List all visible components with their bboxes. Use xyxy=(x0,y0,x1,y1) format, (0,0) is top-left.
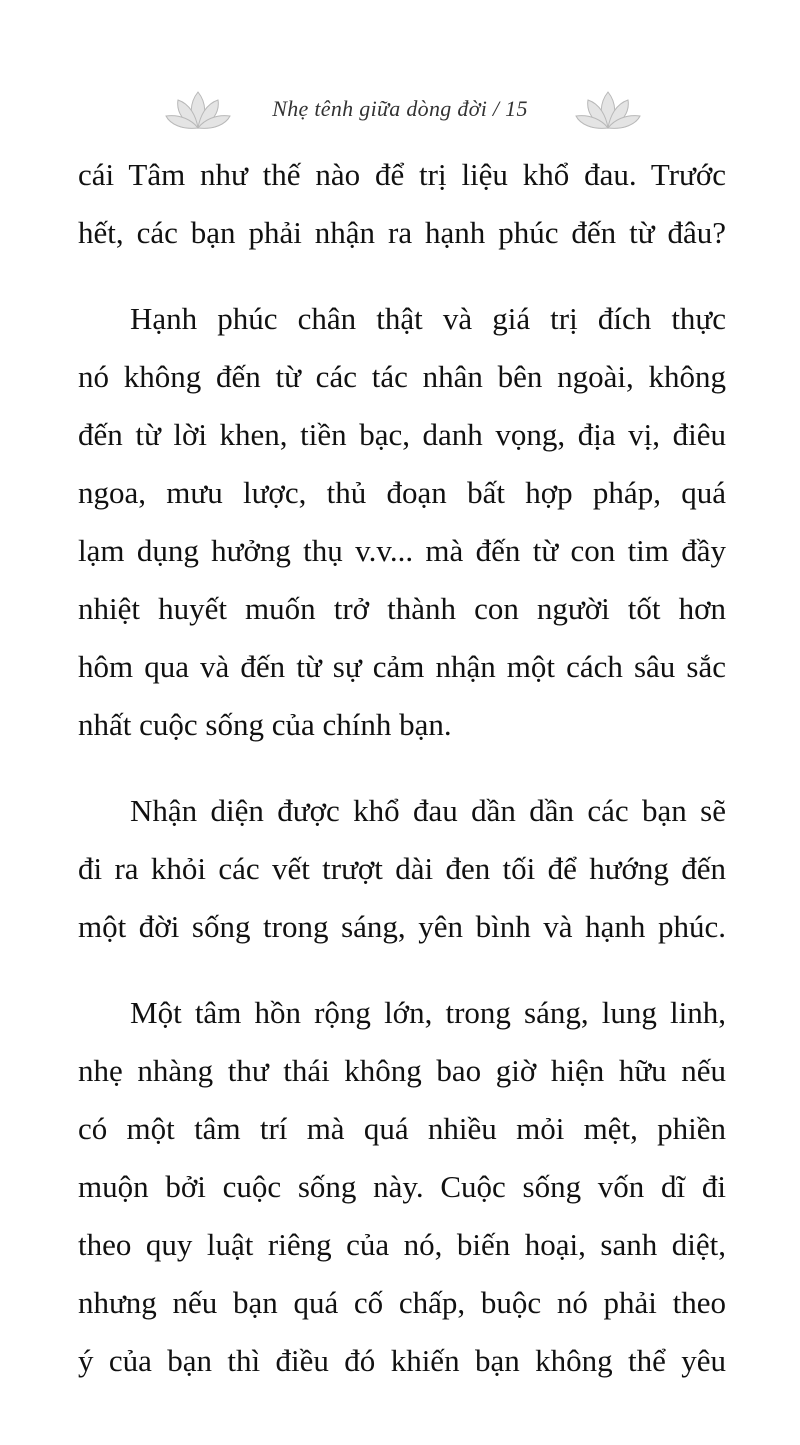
text-line: đi ra khỏi các vết trượt dài đen tối để hướng đến xyxy=(78,851,726,886)
text-line: một đời sống trong sáng, yên bình và hạnh phúc. xyxy=(78,909,726,944)
text-line: hôm qua và đến từ sự cảm nhận một cách sâu sắc xyxy=(78,649,726,684)
text-line: lạm dụng hưởng thụ v.v... mà đến từ con tim đầy xyxy=(78,533,726,568)
paragraph xyxy=(78,146,726,262)
body-text xyxy=(78,146,726,1390)
text-line: hết, các bạn phải nhận ra hạnh phúc đến từ đâu? xyxy=(78,215,726,250)
paragraph xyxy=(78,984,726,1390)
page-header xyxy=(0,88,800,132)
text-line: ngoa, mưu lược, thủ đoạn bất hợp pháp, quá xyxy=(78,475,726,510)
text-line: nó không đến từ các tác nhân bên ngoài, không xyxy=(78,359,726,394)
text-line: theo quy luật riêng của nó, biến hoại, sanh diệt, xyxy=(78,1227,726,1262)
paragraph xyxy=(78,290,726,754)
lotus-icon xyxy=(572,88,644,132)
text-line: Hạnh phúc chân thật và giá trị đích thực xyxy=(130,301,726,336)
text-line: nhẹ nhàng thư thái không bao giờ hiện hữu nếu xyxy=(78,1053,726,1088)
text-line: muộn bởi cuộc sống này. Cuộc sống vốn dĩ đi xyxy=(78,1169,726,1204)
running-head: Nhẹ tênh giữa dòng đời / 15 xyxy=(272,96,528,121)
text-line: cái Tâm như thế nào để trị liệu khổ đau. Trước xyxy=(78,157,726,192)
text-line: Nhận diện được khổ đau dần dần các bạn sẽ xyxy=(130,793,726,828)
text-line: nhiệt huyết muốn trở thành con người tốt hơn xyxy=(78,591,726,626)
paragraph xyxy=(78,782,726,956)
text-line: có một tâm trí mà quá nhiều mỏi mệt, phiền xyxy=(78,1111,726,1146)
text-line: Một tâm hồn rộng lớn, trong sáng, lung linh, xyxy=(130,995,726,1030)
text-line: đến từ lời khen, tiền bạc, danh vọng, địa vị, điêu xyxy=(78,417,726,452)
text-line: nhưng nếu bạn quá cố chấp, buộc nó phải theo xyxy=(78,1285,726,1320)
text-line: ý của bạn thì điều đó khiến bạn không thể yêu xyxy=(78,1343,726,1378)
text-line: nhất cuộc sống của chính bạn. xyxy=(78,707,452,742)
